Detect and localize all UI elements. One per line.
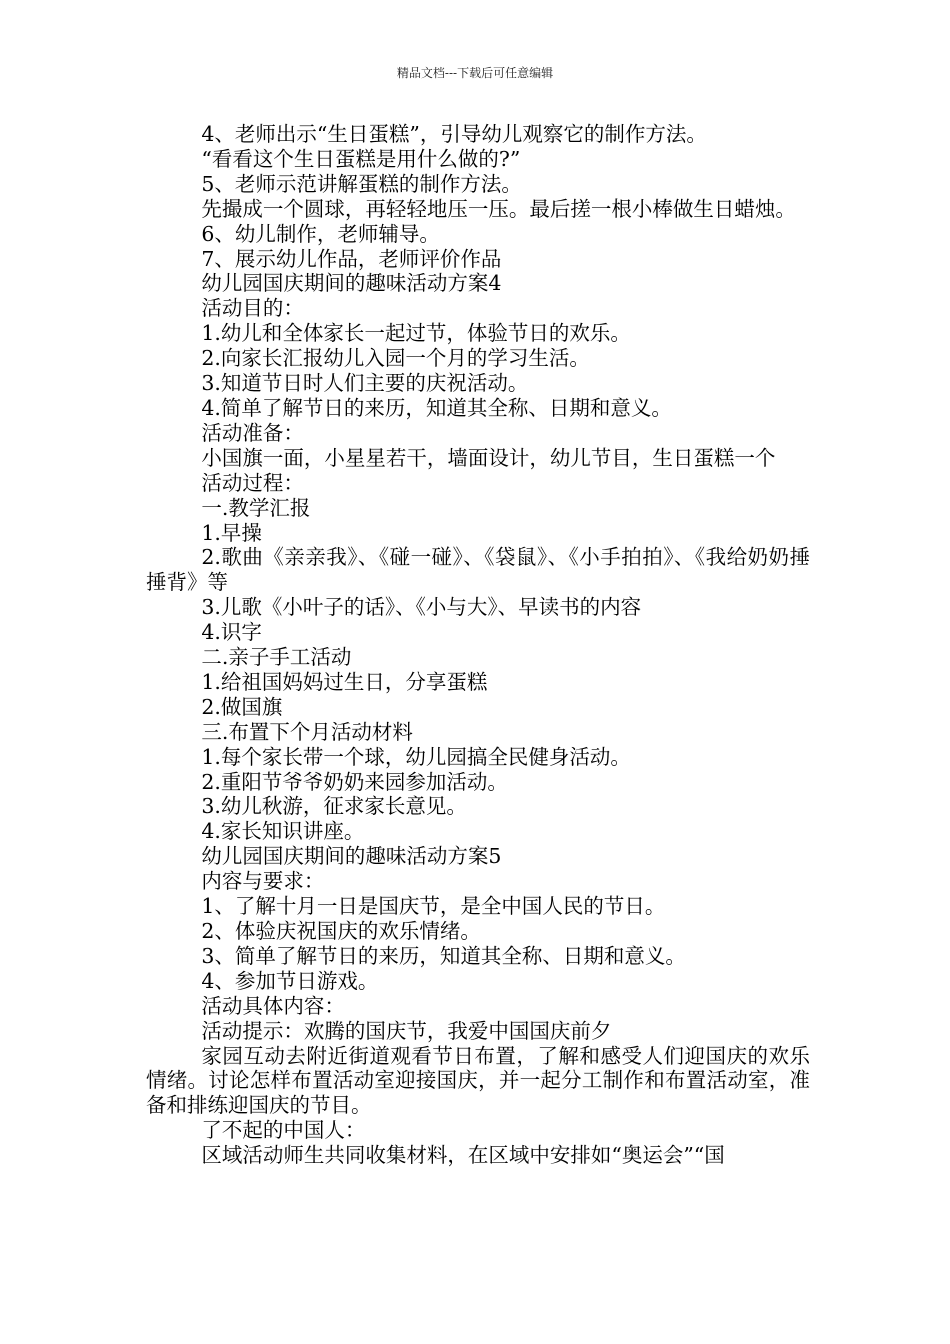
paragraph: 1、了解十月一日是国庆节，是全中国人民的节日。: [201, 894, 666, 919]
paragraph: 2.歌曲《亲亲我》、《碰一碰》、《袋鼠》、《小手拍拍》、《我给奶奶捶捶背》等: [146, 545, 810, 595]
paragraph: 5、老师示范讲解蛋糕的制作方法。: [201, 171, 522, 196]
paragraph: 4.简单了解节日的来历，知道其全称、日期和意义。: [201, 395, 672, 420]
paragraph: 一.教学汇报: [201, 495, 311, 520]
paragraph: 3.幼儿秋游，征求家长意见。: [201, 794, 467, 819]
paragraph: 2、体验庆祝国庆的欢乐情绪。: [201, 919, 481, 943]
paragraph: 6、幼儿制作，老师辅导。: [201, 221, 440, 246]
paragraph: 3、简单了解节日的来历，知道其全称、日期和意义。: [201, 943, 686, 968]
paragraph: 活动准备：: [201, 420, 304, 445]
paragraph: 活动目的：: [201, 296, 304, 321]
paragraph: 2.做国旗: [201, 694, 283, 719]
paragraph: 3.知道节日时人们主要的庆祝活动。: [201, 371, 529, 396]
paragraph: 1.每个家长带一个球，幼儿园搞全民健身活动。: [201, 744, 631, 769]
paragraph: 1.早操: [201, 520, 262, 545]
paragraph: 1.给祖国妈妈过生日，分享蛋糕: [201, 669, 488, 694]
paragraph: 幼儿园国庆期间的趣味活动方案4: [201, 271, 502, 296]
paragraph: 4.识字: [201, 620, 262, 645]
paragraph: 先撮成一个圆球，再轻轻地压一压。最后搓一根小棒做生日蜡烛。: [201, 196, 796, 221]
paragraph: 二.亲子手工活动: [201, 645, 352, 670]
paragraph: “看看这个生日蛋糕是用什么做的?”: [201, 146, 521, 171]
paragraph: 家园互动去附近街道观看节日布置，了解和感受人们迎国庆的欢乐情绪。讨论怎样布置活动室迎接国庆，并一起分工制作和布置活动室，准备和排练迎国庆的节目。: [146, 1043, 810, 1118]
paragraph: 幼儿园国庆期间的趣味活动方案5: [201, 844, 502, 869]
paragraph: 三.布置下个月活动材料: [201, 719, 413, 744]
paragraph: 4、参加节日游戏。: [201, 968, 379, 993]
paragraph: 2.向家长汇报幼儿入园一个月的学习生活。: [201, 346, 590, 371]
paragraph: 2.重阳节爷爷奶奶来园参加活动。: [201, 769, 508, 794]
paragraph: 1.幼儿和全体家长一起过节，体验节日的欢乐。: [201, 321, 631, 346]
paragraph: 活动过程：: [201, 470, 304, 495]
paragraph: 活动提示：欢腾的国庆节，我爱中国国庆前夕: [201, 1018, 612, 1043]
document-body: [146, 122, 810, 1168]
paragraph: 活动具体内容：: [201, 993, 345, 1018]
paragraph: 了不起的中国人：: [201, 1118, 366, 1143]
paragraph: 区域活动师生共同收集材料，在区域中安排如“奥运会”“国: [201, 1143, 725, 1168]
paragraph: 小国旗一面，小星星若干，墙面设计，幼儿节目，生日蛋糕一个: [201, 445, 776, 470]
paragraph: 内容与要求：: [201, 869, 325, 894]
page-header: 精品文档---下载后可任意编辑: [396, 66, 554, 80]
paragraph: 3.儿歌《小叶子的话》、《小与大》、早读书的内容: [201, 595, 642, 620]
paragraph: 4、老师出示“生日蛋糕”，引导幼儿观察它的制作方法。: [201, 122, 707, 146]
paragraph: 4.家长知识讲座。: [201, 819, 365, 844]
paragraph: 7、展示幼儿作品，老师评价作品: [201, 246, 502, 271]
